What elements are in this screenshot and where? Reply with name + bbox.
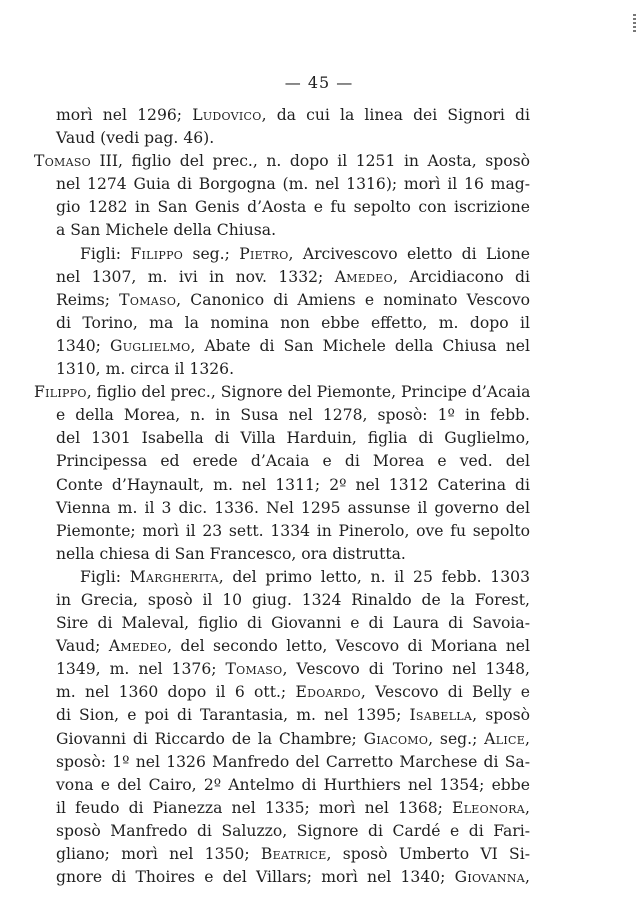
text-segment: , sposò Umberto VI Si- — [326, 845, 530, 863]
name-smallcaps: Giacomo — [363, 729, 429, 748]
text-segment: , del primo letto, n. il 25 febb. 1303 — [218, 567, 530, 586]
text-segment: , Vescovo di Belly e — [360, 683, 530, 702]
text-segment: , sposò — [472, 706, 530, 725]
text-segment: , Vescovo di Torino nel 1348, — [282, 660, 530, 679]
text-segment: nella chiesa di San Francesco, ora distrutta. — [56, 544, 406, 563]
text-line — [56, 127, 530, 150]
name-smallcaps: Tomaso — [225, 660, 283, 679]
text-segment: Vaud; — [56, 637, 109, 656]
text-segment: , Arcidiacono di — [392, 267, 530, 286]
name-smallcaps: Isabella — [409, 706, 473, 725]
name-smallcaps: Guglielmo — [109, 336, 191, 355]
text-segment: vona e del Cairo, 2º Antelmo di Hurthiers nel 1354; ebbe — [56, 775, 530, 794]
text-segment: Reims; — [56, 290, 120, 309]
body-text — [34, 104, 531, 889]
name-smallcaps: Tomaso — [119, 290, 177, 309]
text-line — [56, 820, 530, 843]
text-line — [34, 150, 530, 173]
text-segment: e della Morea, n. in Susa nel 1278, sposò: 1º in febb. — [56, 406, 530, 425]
text-line — [56, 681, 530, 704]
text-line — [56, 289, 530, 312]
text-segment: Conte d’Haynault, m. nel 1311; 2º nel 1312 Caterina di — [56, 475, 530, 494]
text-segment: del 1301 Isabella di Villa Harduin, figlia di Guglielmo, — [56, 429, 530, 448]
name-smallcaps: Amedeo — [108, 637, 168, 656]
text-line — [56, 612, 530, 635]
text-segment: gnore di Thoires e del Villars; morì nel 1340; — [56, 868, 455, 887]
text-line — [56, 797, 530, 820]
name-smallcaps: Pietro — [239, 244, 289, 263]
text-segment: , Abate di San Michele della Chiusa nel — [190, 336, 530, 355]
text-segment: , — [525, 729, 530, 748]
text-line — [56, 427, 530, 450]
text-line — [56, 358, 530, 381]
text-segment: Figli: — [80, 567, 130, 586]
text-line — [56, 566, 530, 589]
text-line — [56, 866, 530, 889]
text-line — [56, 243, 530, 266]
text-segment: gio 1282 in San Genis d’Aosta e fu sepolto con iscrizione — [56, 198, 530, 217]
text-segment: 1340; — [56, 336, 110, 355]
text-segment: Vaud (vedi pag. 46). — [56, 129, 215, 148]
text-line — [56, 404, 530, 427]
text-segment: sposò Manfredo di Saluzzo, Signore di Cardé e di Fari- — [56, 821, 530, 840]
text-segment: , — [525, 798, 530, 817]
text-line — [56, 520, 530, 543]
scan-edge-mark — [633, 14, 636, 34]
text-segment: seg.; — [183, 244, 240, 263]
text-line — [56, 704, 530, 727]
text-segment: 1349, m. nel 1376; — [56, 660, 226, 679]
name-smallcaps: Edoardo — [295, 683, 361, 702]
text-segment: in Grecia, sposò il 10 giug. 1324 Rinaldo de la Forest, — [56, 590, 530, 609]
text-line — [56, 450, 530, 473]
name-smallcaps: Filippo — [34, 383, 87, 402]
text-line — [56, 219, 530, 242]
text-segment: Principessa ed erede d’Acaia e di Morea e ved. del — [56, 452, 530, 471]
text-line — [34, 381, 530, 404]
text-line — [56, 843, 530, 866]
text-segment: Sire di Maleval, figlio di Giovanni e di Laura di Savoia- — [56, 614, 530, 633]
text-segment: gliano; morì nel 1350; — [56, 845, 261, 863]
name-smallcaps: Giovanna — [454, 868, 526, 887]
text-segment: Vienna m. il 3 dic. 1336. Nel 1295 assunse il governo del — [56, 498, 530, 517]
text-segment: III, figlio del prec., n. dopo il 1251 in Aosta, sposò — [90, 152, 530, 171]
name-smallcaps: Tomaso — [34, 152, 91, 171]
name-smallcaps: Margherita — [129, 567, 219, 586]
text-line — [56, 104, 530, 127]
text-segment: , figlio del prec., Signore del Piemonte, Principe d’Acaia — [86, 383, 531, 402]
text-line — [56, 543, 530, 566]
text-line — [56, 312, 530, 335]
text-segment: , Arcivescovo eletto di Lione — [288, 244, 530, 263]
text-line — [56, 196, 530, 219]
text-line — [56, 774, 530, 797]
text-line — [56, 335, 530, 358]
name-smallcaps: Amedeo — [334, 267, 393, 286]
text-segment: , da cui la linea dei Signori di — [261, 106, 531, 124]
text-segment: , Canonico di Amiens e nominato Vescovo — [176, 290, 530, 309]
text-segment: Giovanni di Riccardo de la Chambre; — [56, 729, 364, 748]
text-segment: 1310, m. circa il 1326. — [56, 360, 235, 379]
text-segment: Figli: — [80, 244, 131, 263]
text-segment: nel 1274 Guia di Borgogna (m. nel 1316); morì il 16 mag- — [56, 175, 530, 194]
text-line — [56, 497, 530, 520]
text-line — [56, 266, 530, 289]
text-segment: , del secondo letto, Vescovo di Moriana nel — [167, 637, 530, 656]
name-smallcaps: Filippo — [130, 244, 184, 263]
name-smallcaps: Alice — [484, 729, 526, 748]
text-segment: m. nel 1360 dopo il 6 ott.; — [56, 683, 296, 702]
text-segment: il feudo di Pianezza nel 1335; morì nel 1368; — [56, 798, 453, 817]
text-line — [56, 474, 530, 497]
text-segment: di Torino, ma la nomina non ebbe effetto, m. dopo il — [56, 313, 530, 332]
text-segment: Piemonte; morì il 23 sett. 1334 in Pinerolo, ove fu sepolto — [56, 521, 530, 540]
text-line — [56, 728, 530, 751]
name-smallcaps: Ludovico — [192, 106, 262, 124]
text-line — [56, 635, 530, 658]
text-segment: di Sion, e poi di Tarantasia, m. nel 1395; — [56, 706, 410, 725]
text-line — [56, 589, 530, 612]
text-segment: , — [525, 868, 530, 887]
page-number: — 45 — — [284, 73, 354, 92]
text-segment: nel 1307, m. ivi in nov. 1332; — [56, 267, 335, 286]
text-line — [56, 658, 530, 681]
text-line — [56, 173, 530, 196]
text-line — [56, 751, 530, 774]
name-smallcaps: Eleonora — [452, 798, 526, 817]
text-segment: sposò: 1º nel 1326 Manfredo del Carretto Marchese di Sa- — [56, 752, 530, 771]
name-smallcaps: Beatrice — [260, 845, 327, 863]
text-segment: a San Michele della Chiusa. — [56, 221, 277, 240]
text-segment: morì nel 1296; — [56, 106, 193, 124]
text-segment: , seg.; — [428, 729, 485, 748]
